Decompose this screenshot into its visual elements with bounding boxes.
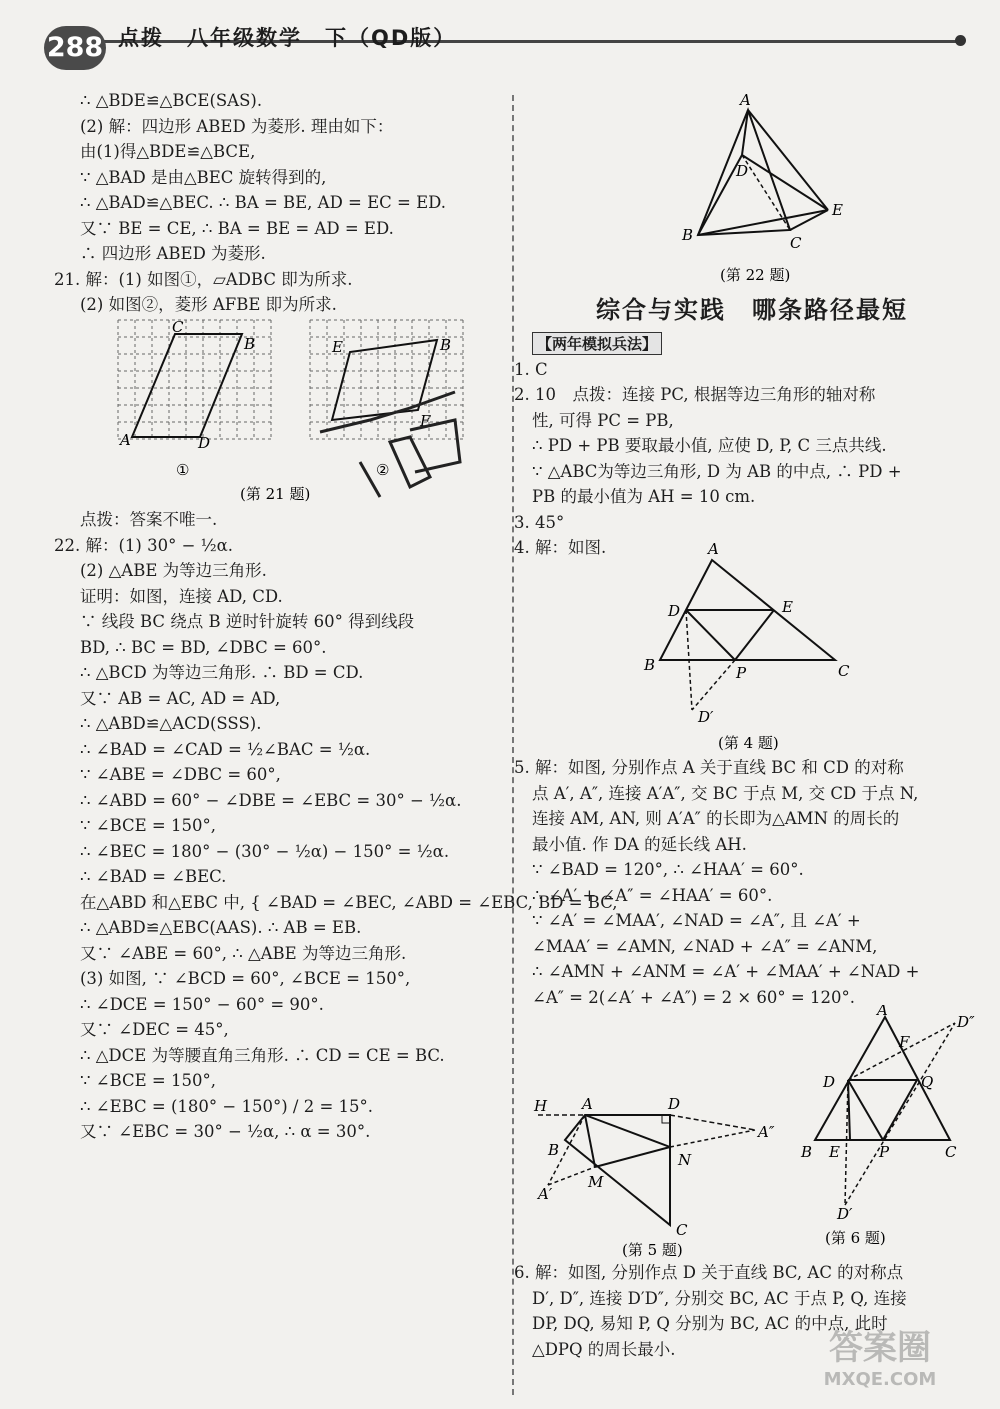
text-line: ∴ ∠BEC = 180° − (30° − ½α) − 150° = ½α. <box>80 841 450 861</box>
text-line: 在△ABD 和△EBC 中, { ∠BAD = ∠BEC, ∠ABD = ∠EBC, BD = BC, <box>80 892 618 912</box>
text-line: 连接 AM, AN, 则 A′A″ 的长即为△AMN 的周长的 <box>532 809 900 828</box>
segment-pd-4 <box>692 660 735 710</box>
figure-22-caption: (第 22 题) <box>720 266 791 284</box>
label-d1: D <box>198 434 211 452</box>
section-title: 综合与实践 哪条路径最短 <box>596 296 908 324</box>
label-e4: E <box>782 598 793 616</box>
segment-de <box>742 155 828 210</box>
text-line: 性, 可得 PC = PB, <box>532 410 674 430</box>
watermark-text: 答案圈 <box>829 1328 931 1368</box>
text-line: ∴ △BCD 为等边三角形. ∴ BD = CD. <box>80 663 364 682</box>
segment-ep-4 <box>735 610 774 660</box>
segment-dd2-6 <box>848 1023 955 1080</box>
label-d1-6: D′ <box>837 1205 853 1223</box>
left-column-top <box>54 88 500 318</box>
text-line: ∵ △BAD 是由△BEC 旋转得到的, <box>80 167 327 187</box>
label-b6: B <box>801 1143 813 1161</box>
book-title: 点拨 八年级数学 下（QD版） <box>118 26 457 50</box>
figure-6 <box>795 1005 990 1259</box>
segment-dp-6 <box>848 1080 883 1140</box>
section-tag: 【两年模拟兵法】 <box>532 332 662 355</box>
figure-5-svg <box>530 1095 790 1260</box>
label-b1: B <box>244 335 256 353</box>
line-da2 <box>670 1115 755 1130</box>
text-line: 5. 解：如图, 分别作点 A 关于直线 BC 和 CD 的对称 <box>514 758 904 777</box>
text-line: 21. 解：(1) 如图①，▱ADBC 即为所求. <box>54 269 353 289</box>
text-line: 点拨：答案不唯一. <box>80 510 218 529</box>
text-line: 点 A′, A″, 连接 A′A″, 交 BC 于点 M, 交 CD 于点 N, <box>532 783 919 803</box>
text-line: (2) 如图②，菱形 AFBE 即为所求. <box>80 295 337 314</box>
label-a22: A <box>740 91 751 109</box>
page-header <box>0 0 1000 80</box>
text-line: ∴ ∠BAD = ∠CAD = ½∠BAC = ½α. <box>80 739 371 759</box>
label-n5: N <box>678 1151 692 1169</box>
text-line: 又∵ AB = AC, AD = AD, <box>80 688 281 708</box>
figure-5 <box>530 1095 790 1264</box>
answer-5 <box>514 755 972 1010</box>
text-line: △DPQ 的周长最小. <box>532 1339 676 1359</box>
quadrilateral-abcd <box>565 1115 670 1225</box>
figure-22-svg <box>670 90 870 290</box>
watermark-url: MXQE.COM <box>823 1369 937 1390</box>
text-line: ∴ △BDE≌△BCE(SAS). <box>80 91 263 110</box>
label-b22: B <box>682 226 694 244</box>
text-line: ∠A″ = 2(∠A′ + ∠A″) = 2 × 60° = 120°. <box>532 987 855 1007</box>
label-b5: B <box>548 1141 560 1159</box>
segment-qp-6 <box>883 1080 917 1140</box>
label-q6: Q <box>921 1073 934 1091</box>
label-p6: P <box>879 1143 890 1161</box>
text-line: PB 的最小值为 AH = 10 cm. <box>532 487 756 506</box>
label-e6: E <box>829 1143 840 1161</box>
label-c4: C <box>838 662 850 680</box>
text-line: D′, D″, 连接 D′D″, 分别交 BC, AC 于点 P, Q, 连接 <box>532 1288 907 1308</box>
text-line: ∵ ∠A′ = ∠MAA′, ∠NAD = ∠A″, 且 ∠A′ + <box>532 911 861 930</box>
text-line: DP, DQ, 易知 P, Q 分别为 BC, AC 的中点, 此时 <box>532 1314 888 1333</box>
label-d4: D <box>668 602 681 620</box>
text-line: 3. 45° <box>514 512 565 532</box>
segment-na2 <box>670 1130 755 1147</box>
text-line: ∵ △ABC为等边三角形, D 为 AB 的中点, ∴ PD + <box>532 461 902 481</box>
header-dot <box>955 35 966 46</box>
sub-fig-2: ② <box>376 461 390 479</box>
sub-fig-1: ① <box>176 461 190 479</box>
label-c22: C <box>790 234 802 252</box>
figure-4-caption: (第 4 题) <box>718 734 779 752</box>
figure-5-caption: (第 5 题) <box>622 1241 683 1259</box>
text-line: ∴ △ABD≌△EBC(AAS). ∴ AB = EB. <box>80 918 362 937</box>
text-line: 又∵ ∠ABE = 60°, ∴ △ABE 为等边三角形. <box>80 943 407 963</box>
text-line: 又∵ ∠EBC = 30° − ½α, ∴ α = 30°. <box>80 1122 371 1141</box>
text-line: (3) 如图, ∵ ∠BCD = 60°, ∠BCE = 150°, <box>80 969 411 988</box>
label-a1: A <box>120 431 131 449</box>
text-line: ∴ ∠DCE = 150° − 60° = 90°. <box>80 994 324 1014</box>
column-divider <box>512 95 514 1395</box>
figure-6-caption: (第 6 题) <box>825 1229 886 1247</box>
handwriting-scribble <box>320 392 460 497</box>
text-line: ∴ ∠A′ + ∠A″ = ∠HAA′ = 60°. <box>532 885 773 905</box>
label-a2-5: A″ <box>758 1123 775 1141</box>
figure-21-caption: (第 21 题) <box>240 485 311 503</box>
text-line: ∠MAA′ = ∠AMN, ∠NAD + ∠A″ = ∠ANM, <box>532 936 878 956</box>
right-angle-mark <box>662 1115 670 1123</box>
right-column-top <box>514 286 972 561</box>
figure-6-svg <box>795 1005 990 1255</box>
text-line: 又∵ ∠DEC = 45°, <box>80 1020 229 1039</box>
text-line: ∴ 四边形 ABED 为菱形. <box>80 244 266 263</box>
label-h5: H <box>534 1097 548 1115</box>
label-f6: F <box>899 1033 910 1051</box>
segment-mn <box>595 1147 670 1167</box>
text-line: ∵ 线段 BC 绕点 B 逆时针旋转 60° 得到线段 <box>80 612 415 631</box>
rhombus-afbe <box>332 340 437 420</box>
segment-dd1-6 <box>845 1080 848 1205</box>
segment-dp-4 <box>686 610 735 660</box>
label-e22: E <box>832 201 843 219</box>
text-line: 又∵ BE = CE, ∴ BA = BE = AD = ED. <box>80 218 394 238</box>
text-line: 由(1)得△BDE≌△BCE, <box>80 142 256 161</box>
text-line: ∵ ∠BAD = 120°, ∴ ∠HAA′ = 60°. <box>532 860 804 879</box>
segment-ae <box>748 110 828 210</box>
text-line: (2) △ABE 为等边三角形. <box>80 561 267 580</box>
text-line: (2) 解：四边形 ABED 为菱形. 理由如下： <box>80 116 394 136</box>
label-c5: C <box>676 1221 688 1239</box>
text-line: ∴ ∠ABD = 60° − ∠DBE = ∠EBC = 30° − ½α. <box>80 790 462 810</box>
text-line: ∴ ∠AMN + ∠ANM = ∠A′ + ∠MAA′ + ∠NAD + <box>532 962 920 981</box>
label-d5: D <box>668 1095 681 1113</box>
label-a4: A <box>708 540 719 558</box>
label-a6: A <box>877 1005 888 1019</box>
text-line: 证明：如图，连接 AD, CD. <box>80 586 283 606</box>
watermark <box>780 1320 980 1400</box>
label-f2: F <box>420 412 431 430</box>
text-line: 最小值. 作 DA 的延长线 AH. <box>532 834 747 854</box>
page-number: 288 <box>44 26 106 70</box>
label-m5: M <box>588 1173 604 1191</box>
text-line: ∵ ∠BCE = 150°, <box>80 1071 216 1090</box>
figure-21 <box>110 312 490 516</box>
label-dprime4: D′ <box>698 708 714 726</box>
text-line: BD, ∴ BC = BD, ∠DBC = 60°. <box>80 637 327 657</box>
text-line: ∴ ∠EBC = (180° − 150°) / 2 = 15°. <box>80 1096 374 1116</box>
text-line: ∴ △ABD≌△ACD(SSS). <box>80 714 262 733</box>
label-d22: D <box>736 162 749 180</box>
figure-4-svg <box>640 540 860 755</box>
label-c1: C <box>172 318 184 336</box>
text-line: 6. 解：如图, 分别作点 D 关于直线 BC, AC 的对称点 <box>514 1263 904 1282</box>
text-line: 1. C <box>514 359 548 379</box>
label-a1-5: A′ <box>538 1185 553 1203</box>
text-line: 22. 解：(1) 30° − ½α. <box>54 535 234 555</box>
label-c6: C <box>945 1143 957 1161</box>
answers-1-4 <box>514 357 972 561</box>
label-d6: D <box>823 1073 836 1091</box>
label-e2: E <box>332 338 343 356</box>
figure-21-svg <box>110 312 490 512</box>
text-line: ∴ PD + PB 要取最小值, 应使 D, P, C 三点共线. <box>532 436 887 455</box>
label-d2-6: D″ <box>957 1013 975 1031</box>
label-a5: A <box>582 1095 593 1113</box>
text-line: ∴ △BAD≌△BEC. ∴ BA = BE, AD = EC = ED. <box>80 193 447 212</box>
figure-4 <box>640 540 860 759</box>
text-line: 4. 解：如图. <box>514 538 607 557</box>
text-line: ∵ ∠BCE = 150°, <box>80 816 216 835</box>
text-line: ∴ △DCE 为等腰直角三角形. ∴ CD = CE = BC. <box>80 1045 445 1065</box>
text-line: ∴ ∠BAD = ∠BEC. <box>80 867 227 886</box>
label-p4: P <box>736 664 747 682</box>
label-b2: B <box>440 336 452 354</box>
label-b4: B <box>644 656 656 674</box>
segment-an <box>585 1115 670 1147</box>
text-line: 2. 10 点拨：连接 PC, 根据等边三角形的轴对称 <box>514 385 876 404</box>
text-line: ∵ ∠ABE = ∠DBC = 60°, <box>80 765 281 784</box>
figure-22 <box>670 90 870 294</box>
